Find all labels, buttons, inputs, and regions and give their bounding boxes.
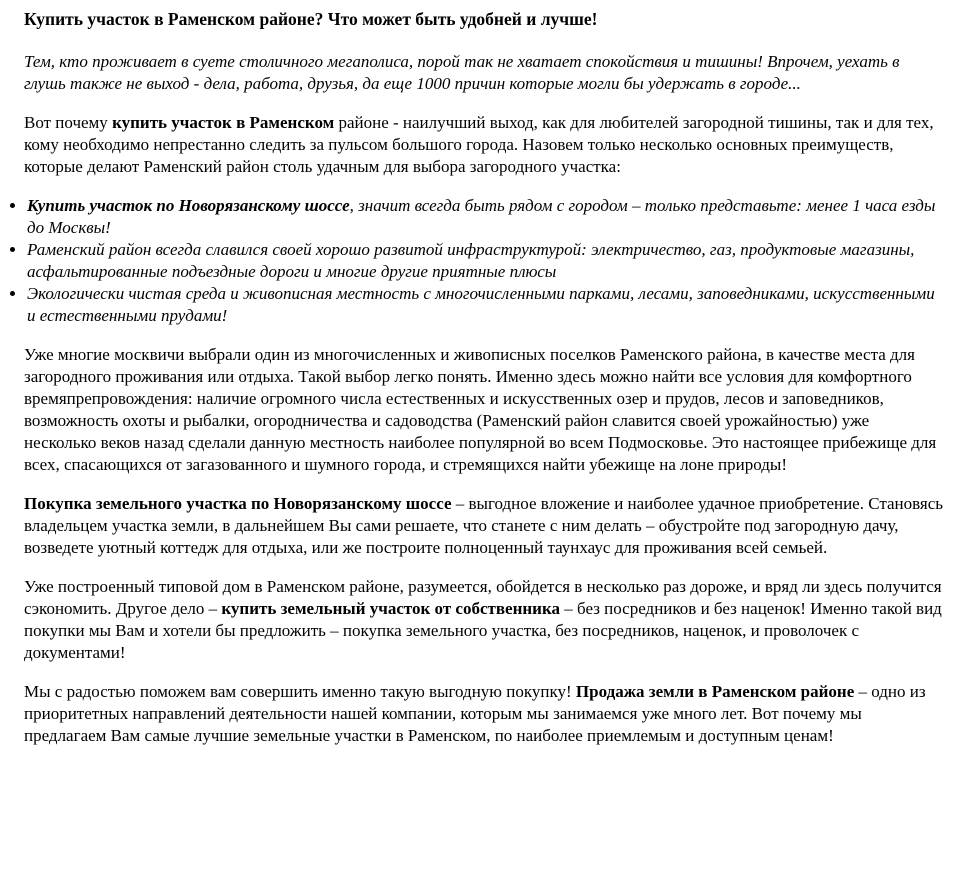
text-segment: Мы с радостью поможем вам совершить именно такую выгодную покупку! xyxy=(24,682,576,701)
text-segment: Уже построенный типовой дом в Раменском районе, разумеется, обойдется в несколько раз дороже, и вряд ли здесь получится сэкономить. Другое дело – xyxy=(24,577,942,618)
text-segment: – одно из приоритетных направлений деятельности нашей компании, которым мы занимаемся уже много лет. Вот почему мы предлагаем Вам самые лучшие земельные участки в Раменском, по наиболее приемлемым и доступным ценам! xyxy=(24,682,926,745)
list-item-highway xyxy=(27,195,944,239)
bold-phrase-from-owner: купить земельный участок от собственника xyxy=(221,599,561,618)
bold-phrase-land-sale: Продажа земли в Раменском районе xyxy=(575,682,855,701)
paragraph-moscow-residents: Уже многие москвичи выбрали один из многочисленных и живописных поселков Раменского района, в качестве места для загородного проживания или отдыха. Такой выбор легко понять. Именно здесь можно найти все условия для комфортного времяпрепровождения: наличие огромного числа естественных и искусственных озер и прудов, лесов и заповедников, возможность охоты и рыбалки, огородничества и садоводства (Раменский район славится своей урожайностью) уже несколько веков назад сделали данную местность наиболее популярной во всем Подмосковье. Это настоящее прибежище для всех, спасающихся от загазованного и шумного города, и стремящихся найти убежище на лоне природы! xyxy=(24,345,937,474)
list-item-infrastructure: • Раменский район всегда славился своей хорошо развитой инфраструктурой: электричество, газ, продуктовые магазины, асфальтированные подъездные дороги и многие другие приятные плюсы xyxy=(27,239,944,283)
text-segment: – выгодное вложение и наиболее удачное приобретение. Становясь владельцем участка земли, в дальнейшем Вы сами решаете, что станете с ним делать – обустройте под загородную дачу, возведете уютный коттедж для отдыха, или же построите полноценный таунхаус для проживания всей семьей. xyxy=(24,494,944,557)
list-item-ecology: • Экологически чистая среда и живописная местность с многочисленными парками, лесами, заповедниками, искусственными и естественными прудами! xyxy=(27,283,944,327)
bold-phrase-buy-plot: купить участок в Раменском xyxy=(112,113,335,132)
paragraph-buy-from-owner xyxy=(24,576,944,664)
paragraph-purchase-investment xyxy=(24,493,944,559)
text-segment: – без посредников и без наценок! Именно такой вид покупки мы Вам и хотели бы предложить – покупка земельного участка, без посредников, наценок, и проволочек с документами! xyxy=(24,599,942,662)
bold-phrase-purchase-plot: Покупка земельного участка по Новорязанскому шоссе xyxy=(24,494,452,513)
intro-paragraph: Тем, кто проживает в суете столичного мегаполиса, порой так не хватает спокойствия и тишины! Впрочем, уехать в глушь также не выход - дела, работа, друзья, да еще 1000 причин которые могли бы удержать в городе... xyxy=(24,52,900,93)
text-segment: Вот почему xyxy=(24,113,113,132)
bold-phrase-novoryazanskoye: Купить участок по Новорязанскому шоссе xyxy=(27,196,350,215)
paragraph-why-buy xyxy=(24,112,944,178)
advantages-list xyxy=(10,195,944,327)
paragraph-company-offer xyxy=(24,681,944,747)
text-segment: районе - наилучший выход, как для любителей загородной тишины, так и для тех, кому необходимо непрестанно следить за пульсом большого города. Назовем только несколько основных преимуществ, которые делают Раменский район столь удачным для выбора загородного участка: xyxy=(24,113,934,176)
text-segment: , значит всегда быть рядом с городом – только представьте: менее 1 часа езды до Москвы! xyxy=(27,196,936,237)
page-title: Купить участок в Раменском районе? Что может быть удобней и лучше! xyxy=(24,9,598,29)
